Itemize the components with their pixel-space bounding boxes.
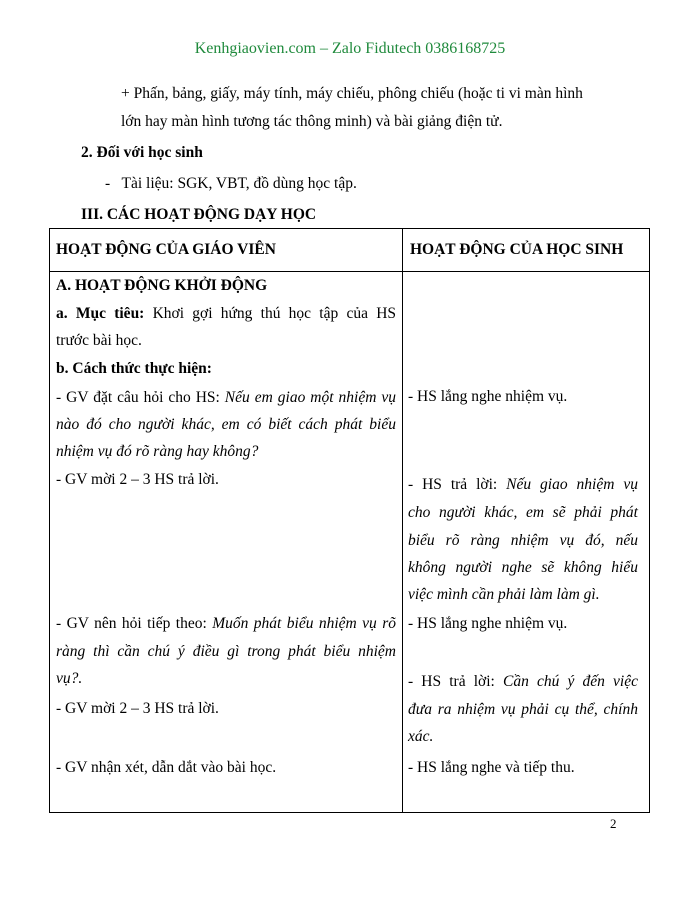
intro-line-2: lớn hay màn hình tương tác thông minh) và bài giảng điện tử.	[121, 113, 503, 130]
teacher-question-1-prefix: - GV đặt câu hỏi cho HS:	[56, 389, 225, 406]
student-answer-1-prefix: - HS trả lời:	[408, 476, 507, 493]
student-answer-1-text-2: cho người khác, em sẽ phải phát	[408, 504, 638, 521]
student-answer-1-line4	[408, 558, 638, 578]
student-answer-1-line2	[408, 503, 638, 523]
header-student: HOẠT ĐỘNG CỦA HỌC SINH	[410, 241, 624, 258]
student-answer-2-text: Cần chú ý đến việc	[503, 673, 638, 690]
objective-line-2: trước bài học.	[56, 332, 142, 349]
teacher-question-1-line1	[56, 388, 396, 408]
header-teacher: HOẠT ĐỘNG CỦA GIÁO VIÊN	[56, 241, 276, 258]
teacher-question-1-text-3: nhiệm vụ đó rõ ràng hay không?	[56, 443, 259, 460]
student-answer-1-line5	[408, 585, 600, 605]
teacher-question-2-text-2: ràng thì cần chú ý điều gì trong phát biểu nhiệm	[56, 643, 396, 660]
teacher-invite-1: - GV mời 2 – 3 HS trả lời.	[56, 471, 219, 488]
student-listen-1: - HS lắng nghe nhiệm vụ.	[408, 388, 568, 405]
student-answer-2-line2	[408, 700, 638, 720]
student-answer-1-text-3: biểu rõ ràng nhiệm vụ đó, nếu	[408, 532, 638, 549]
teacher-question-2-text-3: vụ?.	[56, 670, 83, 687]
student-answer-1-text: Nếu giao nhiệm vụ	[506, 476, 638, 493]
student-listen-3: - HS lắng nghe và tiếp thu.	[408, 759, 575, 776]
teacher-question-2-line1	[56, 614, 396, 634]
teacher-question-1-text: Nếu em giao một nhiệm vụ	[224, 389, 396, 406]
student-answer-2-line3	[408, 727, 433, 747]
teacher-question-2-prefix: - GV nên hỏi tiếp theo:	[56, 615, 213, 632]
section-2-item: - Tài liệu: SGK, VBT, đồ dùng học tập.	[105, 175, 357, 192]
teacher-question-2-line3	[56, 669, 82, 689]
teacher-conclusion: - GV nhận xét, dẫn dắt vào bài học.	[56, 759, 277, 776]
student-answer-1-text-5: việc mình cần phải làm làm gì.	[408, 586, 600, 603]
objective-line	[56, 304, 396, 324]
teacher-question-1-text-2: nào đó cho người khác, em có biết cách phát biểu	[56, 416, 396, 433]
student-answer-1-line1	[408, 475, 638, 495]
student-listen-2: - HS lắng nghe nhiệm vụ.	[408, 615, 568, 632]
student-answer-2-text-3: xác.	[408, 728, 434, 745]
teacher-question-2-text: Muốn phát biểu nhiệm vụ rõ	[212, 615, 396, 632]
objective-label: a. Mục tiêu:	[56, 305, 145, 322]
student-answer-2-line1	[408, 672, 638, 692]
page-number: 2	[610, 816, 617, 831]
section-a-title: A. HOẠT ĐỘNG KHỞI ĐỘNG	[56, 277, 268, 294]
teacher-question-2-line2	[56, 642, 396, 662]
teacher-invite-2: - GV mời 2 – 3 HS trả lời.	[56, 700, 219, 717]
student-answer-1-line3	[408, 531, 638, 551]
teacher-question-1-line2	[56, 415, 396, 435]
page-header: Kenhgiaovien.com – Zalo Fidutech 0386168725	[194, 40, 506, 57]
student-answer-2-text-2: đưa ra nhiệm vụ phải cụ thể, chính	[408, 701, 638, 718]
student-answer-1-text-4: không người nghe sẽ không hiểu	[408, 559, 638, 576]
activity-table	[49, 228, 650, 813]
column-divider	[402, 229, 403, 812]
method-label: b. Cách thức thực hiện:	[56, 360, 212, 377]
section-2-title: 2. Đối với học sinh	[81, 144, 203, 161]
student-answer-2-prefix: - HS trả lời:	[408, 673, 503, 690]
objective-text: Khơi gợi hứng thú học tập của HS	[144, 305, 397, 322]
intro-line-1: + Phấn, bảng, giấy, máy tính, máy chiếu, phông chiếu (hoặc ti vi màn hình	[121, 85, 583, 102]
teacher-question-1-line3	[56, 442, 258, 462]
section-3-title: III. CÁC HOẠT ĐỘNG DẠY HỌC	[81, 206, 317, 223]
